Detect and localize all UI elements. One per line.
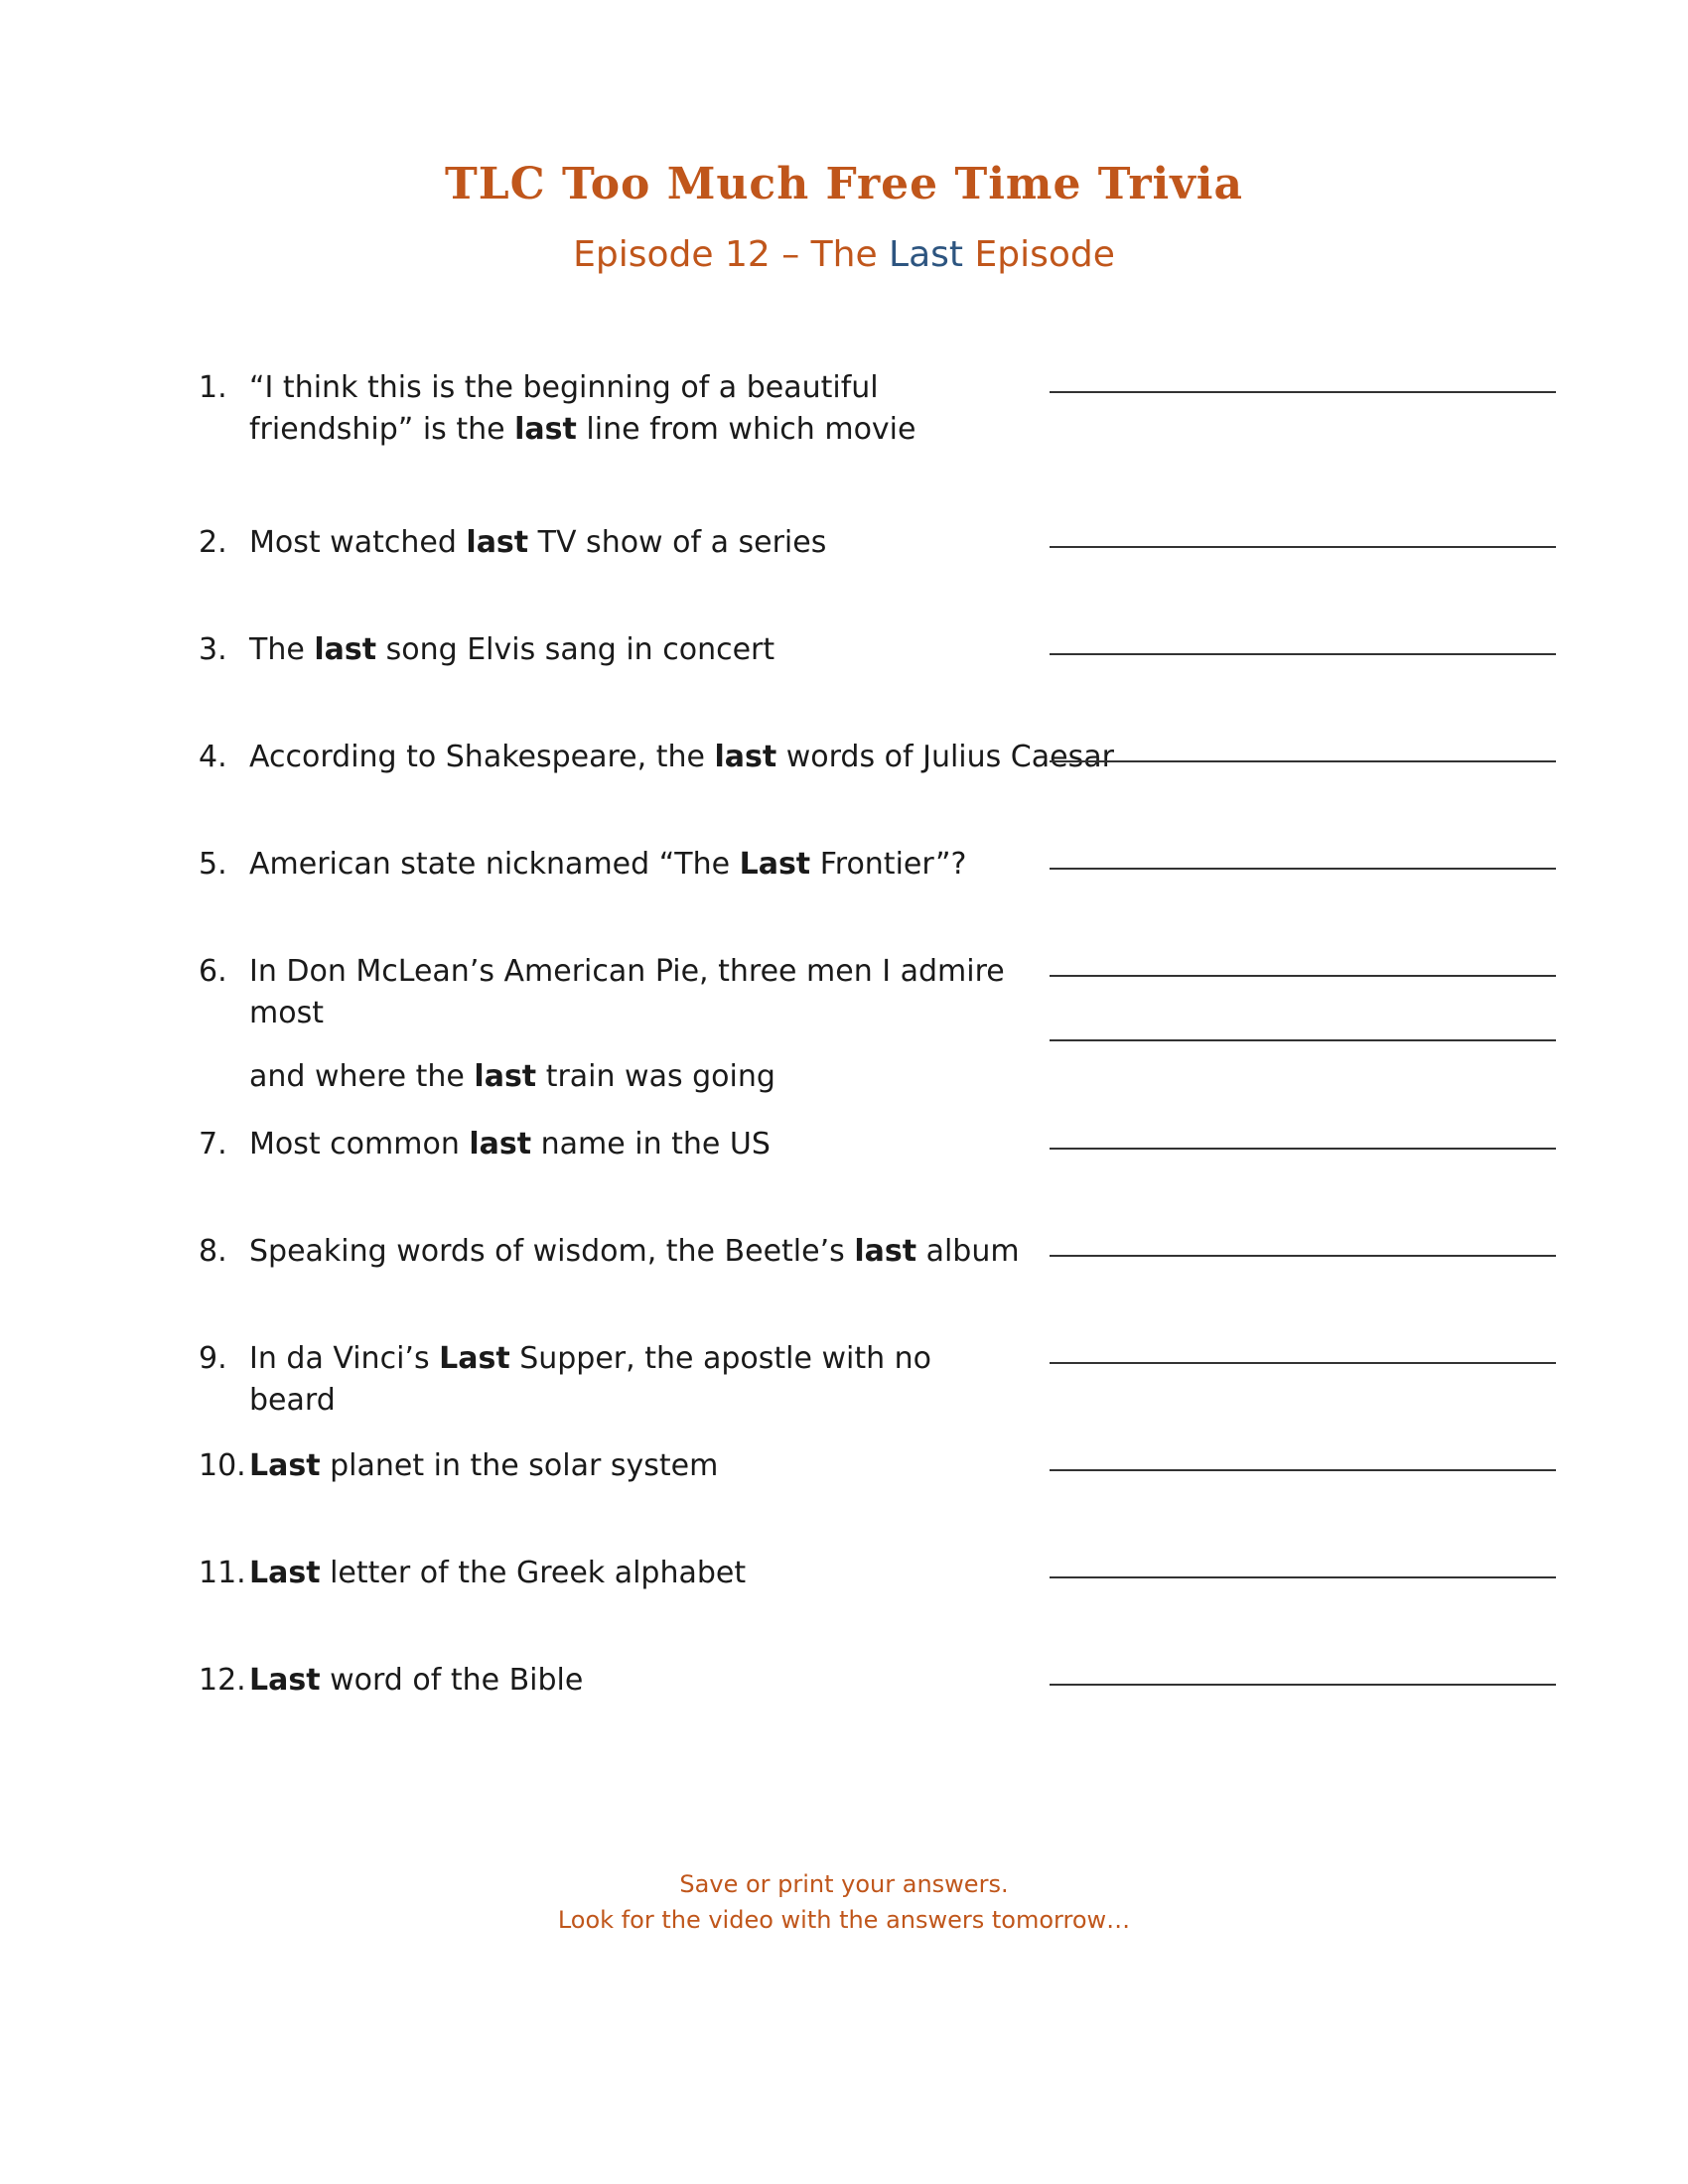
question-12 (199, 1660, 1559, 1767)
question-text: The last song Elvis sang in concert (249, 632, 775, 667)
answer-line[interactable] (1050, 1362, 1556, 1364)
question-text: Last word of the Bible (249, 1663, 584, 1698)
question-2 (199, 522, 1559, 629)
answer-line[interactable] (1050, 1148, 1556, 1150)
subtitle-accent: Last (889, 234, 964, 275)
answer-line[interactable] (1050, 546, 1556, 548)
footer-line-1: Save or print your answers. (679, 1870, 1009, 1898)
page-title: TLC Too Much Free Time Trivia (444, 159, 1244, 209)
keyword-last: last (514, 412, 577, 447)
question-9 (199, 1338, 1559, 1445)
question-number: 5. (199, 847, 227, 882)
subtitle-suffix: Episode (963, 234, 1115, 275)
question-number: 4. (199, 740, 227, 774)
question-number: 9. (199, 1341, 227, 1376)
answer-line[interactable] (1050, 1576, 1556, 1578)
question-4 (199, 737, 1559, 844)
question-number: 10. (199, 1448, 246, 1483)
answer-line[interactable] (1050, 975, 1556, 977)
question-text: American state nicknamed “The Last Frontier”? (249, 847, 967, 882)
answer-line[interactable] (1050, 1469, 1556, 1471)
keyword-last: Last (249, 1556, 321, 1590)
keyword-last: last (474, 1059, 537, 1094)
keyword-last: last (314, 632, 377, 667)
question-1 (199, 367, 1559, 522)
question-3 (199, 629, 1559, 737)
keyword-last: Last (249, 1448, 321, 1483)
question-11 (199, 1553, 1559, 1660)
keyword-last: last (714, 740, 777, 774)
question-number: 8. (199, 1234, 227, 1269)
question-number: 11. (199, 1556, 246, 1590)
question-list (199, 367, 1559, 1767)
keyword-last: Last (439, 1341, 510, 1376)
question-text: “I think this is the beginning of a beautiful friendship” is the last line from which movie (249, 370, 916, 447)
keyword-last: last (469, 1127, 532, 1161)
question-text-line1: In Don McLean’s American Pie, three men I admire most (249, 954, 1005, 1030)
question-number: 3. (199, 632, 227, 667)
answer-line[interactable] (1050, 760, 1556, 762)
question-text: In da Vinci’s Last Supper, the apostle with no beard (249, 1341, 932, 1418)
answer-line[interactable] (1050, 1255, 1556, 1257)
question-number: 12. (199, 1663, 246, 1698)
question-8 (199, 1231, 1559, 1338)
footer-line-2: Look for the video with the answers tomorrow… (557, 1906, 1131, 1934)
keyword-last: last (854, 1234, 917, 1269)
keyword-last: Last (739, 847, 811, 882)
keyword-last: Last (249, 1663, 321, 1698)
question-text: Most watched last TV show of a series (249, 525, 827, 560)
answer-line[interactable] (1050, 1684, 1556, 1686)
question-number: 1. (199, 370, 227, 405)
subtitle-prefix: Episode 12 – The (573, 234, 890, 275)
question-5 (199, 844, 1559, 951)
footer-note (0, 1866, 1688, 1938)
question-text: Last planet in the solar system (249, 1448, 719, 1483)
question-6 (199, 951, 1559, 1124)
question-7 (199, 1124, 1559, 1231)
question-10 (199, 1445, 1559, 1553)
question-text: Most common last name in the US (249, 1127, 771, 1161)
page-subtitle (0, 234, 1688, 275)
question-text: Speaking words of wisdom, the Beetle’s last album (249, 1234, 1020, 1269)
question-text-line2: and where the last train was going (249, 1059, 775, 1094)
question-number: 6. (199, 954, 227, 989)
question-text: According to Shakespeare, the last words of Julius Caesar (249, 740, 1114, 774)
question-number: 2. (199, 525, 227, 560)
question-number: 7. (199, 1127, 227, 1161)
answer-line[interactable] (1050, 653, 1556, 655)
answer-line[interactable] (1050, 391, 1556, 393)
keyword-last: last (466, 525, 529, 560)
answer-line-second[interactable] (1050, 1039, 1556, 1041)
question-text: Last letter of the Greek alphabet (249, 1556, 747, 1590)
answer-line[interactable] (1050, 868, 1556, 870)
